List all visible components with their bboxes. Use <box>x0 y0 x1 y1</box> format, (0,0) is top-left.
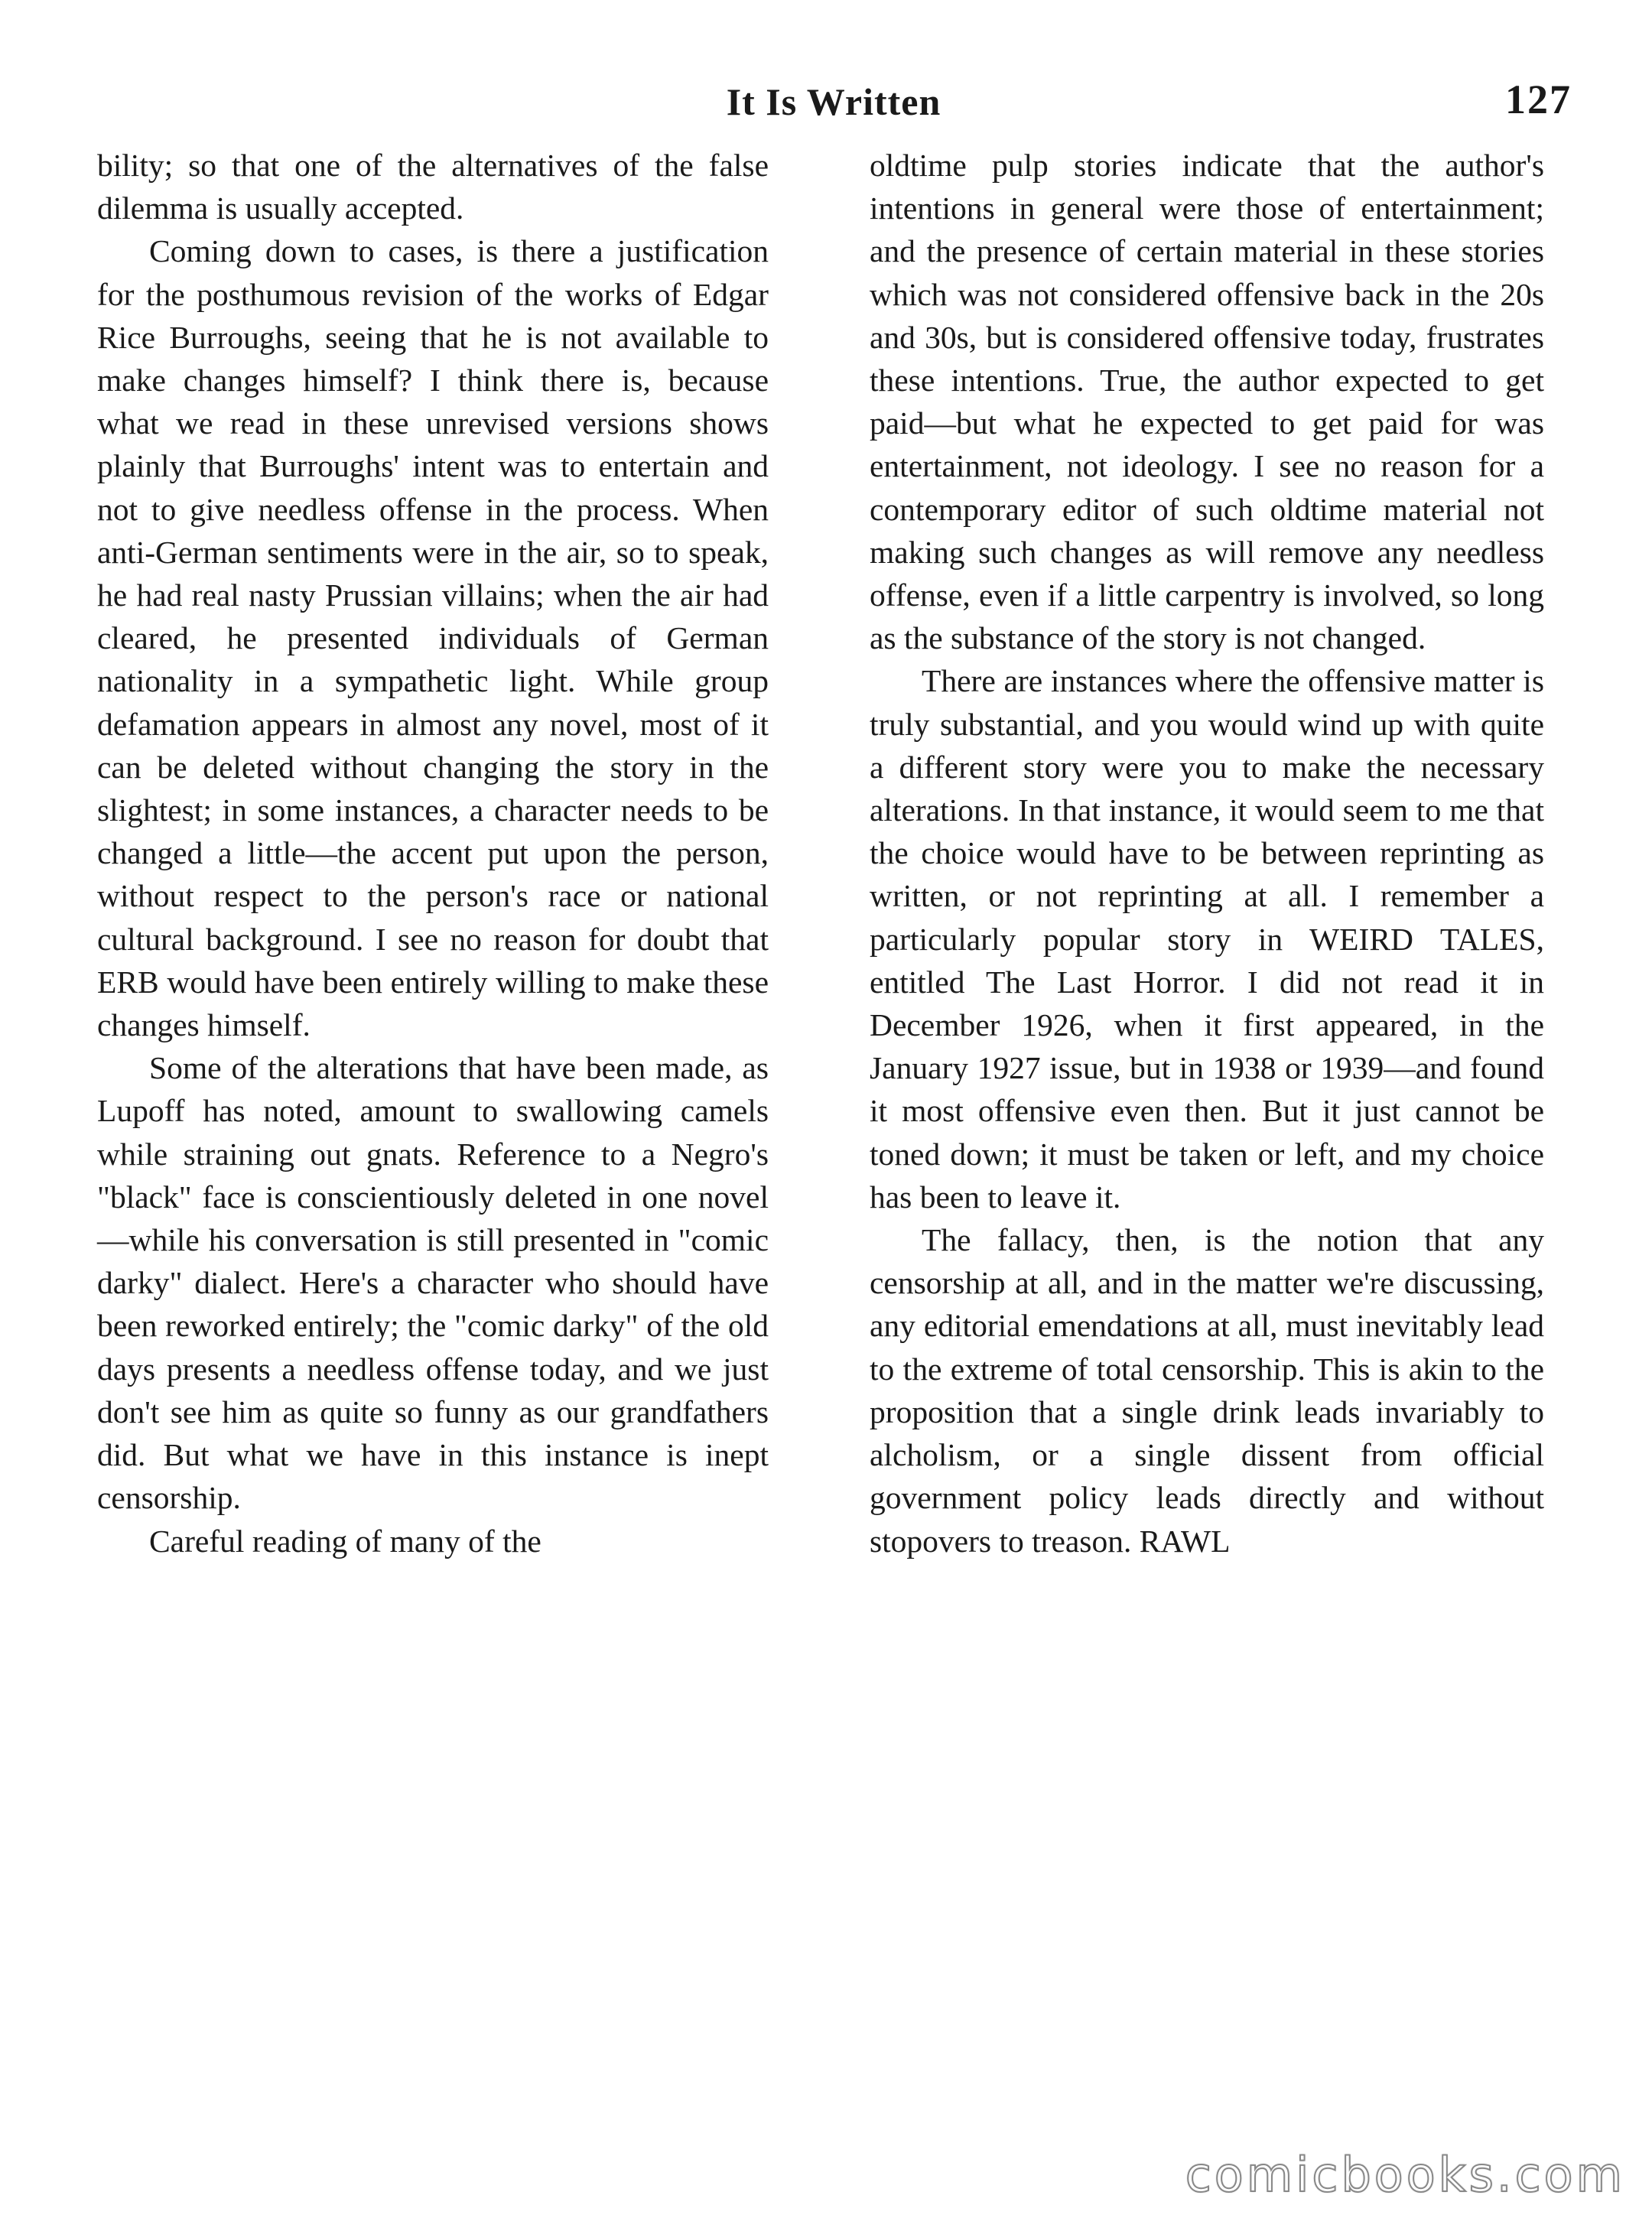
paragraph: There are instances where the offensive matter is truly substantial, and you would wind up with quite a different story were you to make the necessary alterations. In that instance, it would seem to me that the choice would have to be between reprinting as written, or not reprinting at all. I remember a particularly popular story in WEIRD TALES, entitled The Last Horror. I did not read it in December 1926, when it first appeared, in the January 1927 issue, but in 1938 or 1939—and found it most offensive even then. But it just cannot be toned down; it must be taken or left, and my choice has been to leave it. <box>870 663 1544 1215</box>
page-header <box>0 75 1652 128</box>
paragraph: Some of the alterations that have been made, as Lupoff has noted, amount to swallowing camels while straining out gnats. Reference to a Negro's "black" face is conscientiously deleted in one novel—while his conversation is still presented in "comic darky" dialect. Here's a character who should have been reworked entirely; the "comic darky" of the old days presents a needless offense today, and we just don't see him as quite so funny as our grandfathers did. But what we have in this instance is inept censorship. <box>97 1050 769 1516</box>
paragraph: The fallacy, then, is the notion that any censorship at all, and in the matter we're discussing, any editorial emendations at all, must inevitably lead to the extreme of total censorship. This is akin to the proposition that a single drink leads invariably to alcholism, or a single dissent from official government policy leads directly and without stopovers to treason. RAWL <box>870 1222 1544 1559</box>
paragraph: Careful reading of many of the <box>149 1523 541 1559</box>
paragraph: bility; so that one of the alternatives of the false dilemma is usually accepted. <box>97 148 769 226</box>
paragraph: oldtime pulp stories indicate that the author's intentions in general were those of entertainment; and the presence of certain material in these stories which was not considered offensive back in the 20s and 30s, but is considered offensive today, frustrates these intentions. True, the author expected to get paid—but what he expected to get paid for was entertainment, not ideology. I see no reason for a contemporary editor of such oldtime material not making such changes as will remove any needless offense, even if a little carpentry is involved, so long as the substance of the story is not changed. <box>870 148 1544 656</box>
watermark: comicbooks.com <box>1185 2147 1625 2203</box>
page-number: 127 <box>1505 76 1572 122</box>
right-column <box>870 144 1544 1563</box>
paragraph: Coming down to cases, is there a justification for the posthumous revision of the works of Edgar Rice Burroughs, seeing that he is not available to make changes himself? I think there is, because what we read in these unrevised versions shows plainly that Burroughs' intent was to entertain and not to give needless offense in the process. When anti-German sentiments were in the air, so to speak, he had real nasty Prussian villains; when the air had cleared, he presented individuals of German nationality in a sympathetic light. While group defamation appears in almost any novel, most of it can be deleted without changing the story in the slightest; in some instances, a character needs to be changed a little—the accent put upon the person, without respect to the person's race or national cultural background. I see no reason for doubt that ERB would have been entirely willing to make these changes himself. <box>97 233 769 1043</box>
running-title: It Is Written <box>726 80 941 123</box>
left-column <box>97 144 769 1563</box>
